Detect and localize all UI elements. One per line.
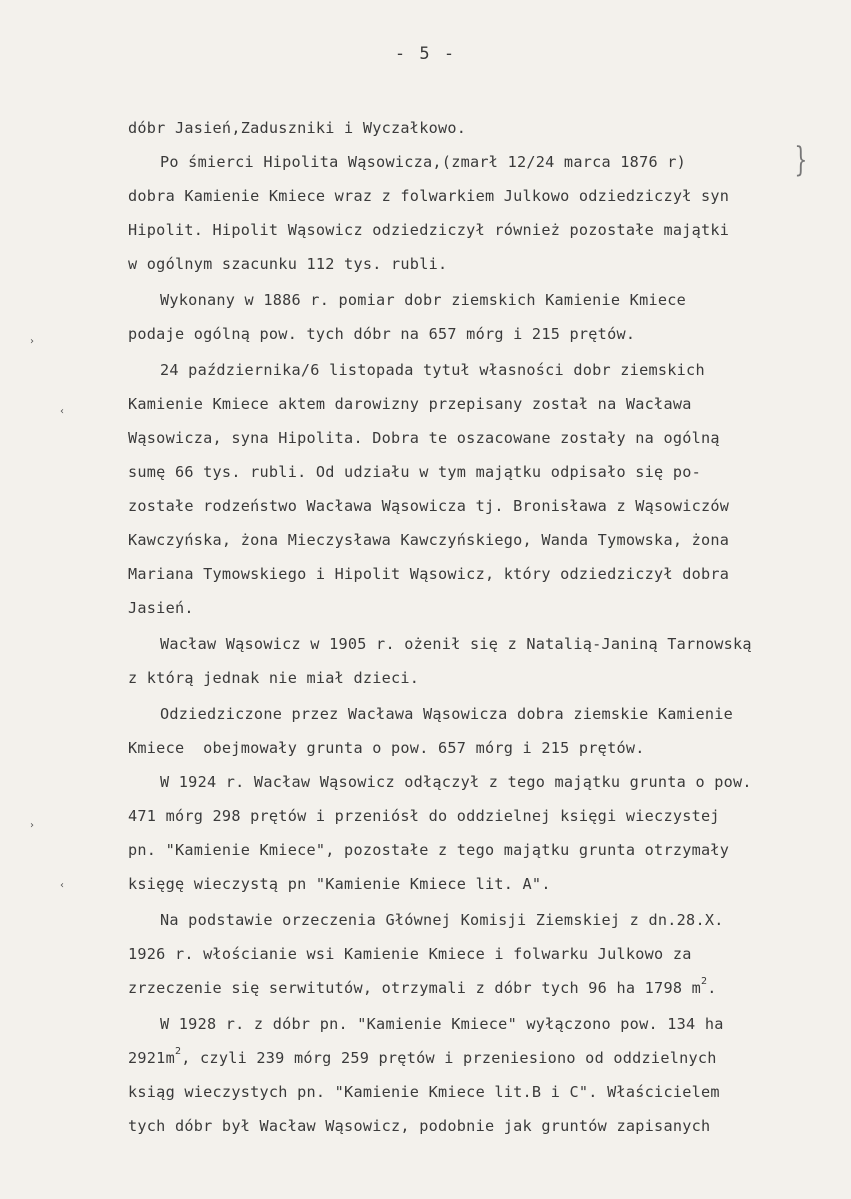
text-segment: zrzeczenie się serwitutów, otrzymali z dóbr tych 96 ha 1798 m bbox=[128, 979, 702, 997]
text-line: sumę 66 tys. rubli. Od udziału w tym majątku odpisało się po- bbox=[128, 463, 702, 481]
text-line: Wacław Wąsowicz w 1905 r. ożenił się z Natalią-Janiną Tarnowską bbox=[160, 635, 752, 653]
margin-tick: › bbox=[30, 336, 34, 347]
text-line: 471 mórg 298 prętów i przeniósł do oddzielnej księgi wieczystej bbox=[128, 807, 720, 825]
text-line: Odziedziczone przez Wacława Wąsowicza dobra ziemskie Kamienie bbox=[160, 705, 734, 723]
text-line: tych dóbr był Wacław Wąsowicz, podobnie jak gruntów zapisanych bbox=[128, 1117, 711, 1135]
superscript: 2 bbox=[701, 975, 708, 987]
text-line bbox=[128, 975, 717, 998]
superscript: 2 bbox=[174, 1045, 182, 1057]
text-line: Kawczyńska, żona Mieczysława Kawczyńskiego, Wanda Tymowska, żona bbox=[128, 531, 730, 549]
text-line: Na podstawie orzeczenia Głównej Komisji Ziemskiej z dn.28.X. bbox=[160, 911, 724, 929]
text-line: zostałe rodzeństwo Wacława Wąsowicza tj. Bronisława z Wąsowiczów bbox=[128, 497, 730, 515]
text-line: w ogólnym szacunku 112 tys. rubli. bbox=[128, 255, 448, 273]
text-line: Wąsowicza, syna Hipolita. Dobra te oszacowane zostały na ogólną bbox=[128, 429, 720, 447]
text-line: Mariana Tymowskiego i Hipolit Wąsowicz, który odziedziczył dobra bbox=[128, 565, 730, 583]
text-line: księgę wieczystą pn "Kamienie Kmiece lit. A". bbox=[128, 875, 551, 893]
text-line: 24 października/6 listopada tytuł własności dobr ziemskich bbox=[160, 361, 705, 379]
text-line: pn. "Kamienie Kmiece", pozostałe z tego majątku grunta otrzymały bbox=[128, 841, 730, 859]
text-line: ksiąg wieczystych pn. "Kamienie Kmiece lit.B i C". Właścicielem bbox=[128, 1083, 720, 1101]
text-segment: , czyli 239 mórg 259 prętów i przeniesiono od oddzielnych bbox=[181, 1049, 717, 1067]
margin-tick: › bbox=[30, 820, 34, 831]
text-line: Po śmierci Hipolita Wąsowicza,(zmarł 12/24 marca 1876 r) bbox=[160, 153, 687, 171]
text-line: z którą jednak nie miał dzieci. bbox=[128, 669, 420, 687]
text-segment: 2921m bbox=[128, 1049, 175, 1067]
text-line: dobra Kamienie Kmiece wraz z folwarkiem Julkowo odziedziczył syn bbox=[128, 187, 730, 205]
text-line: Kamienie Kmiece aktem darowizny przepisany został na Wacława bbox=[128, 395, 692, 413]
text-line: Kmiece obejmowały grunta o pow. 657 mórg i 215 prętów. bbox=[128, 739, 645, 757]
text-line: dóbr Jasień,Zaduszniki i Wyczałkowo. bbox=[128, 119, 467, 137]
margin-tick: ‹ bbox=[60, 406, 64, 417]
margin-bracket-mark: } bbox=[794, 140, 808, 180]
text-line: 1926 r. włościanie wsi Kamienie Kmiece i folwarku Julkowo za bbox=[128, 945, 692, 963]
text-line: Jasień. bbox=[128, 599, 194, 617]
text-line: podaje ogólną pow. tych dóbr na 657 mórg i 215 prętów. bbox=[128, 325, 636, 343]
text-segment: . bbox=[707, 979, 717, 997]
text-line: W 1928 r. z dóbr pn. "Kamienie Kmiece" wyłączono pow. 134 ha bbox=[160, 1015, 724, 1033]
text-line: Hipolit. Hipolit Wąsowicz odziedziczył również pozostałe majątki bbox=[128, 221, 730, 239]
text-line bbox=[128, 1045, 717, 1068]
text-line: W 1924 r. Wacław Wąsowicz odłączył z tego majątku grunta o pow. bbox=[160, 773, 752, 791]
margin-tick: ‹ bbox=[60, 880, 64, 891]
text-line: Wykonany w 1886 r. pomiar dobr ziemskich Kamienie Kmiece bbox=[160, 291, 687, 309]
page-number: - 5 - bbox=[394, 44, 457, 64]
